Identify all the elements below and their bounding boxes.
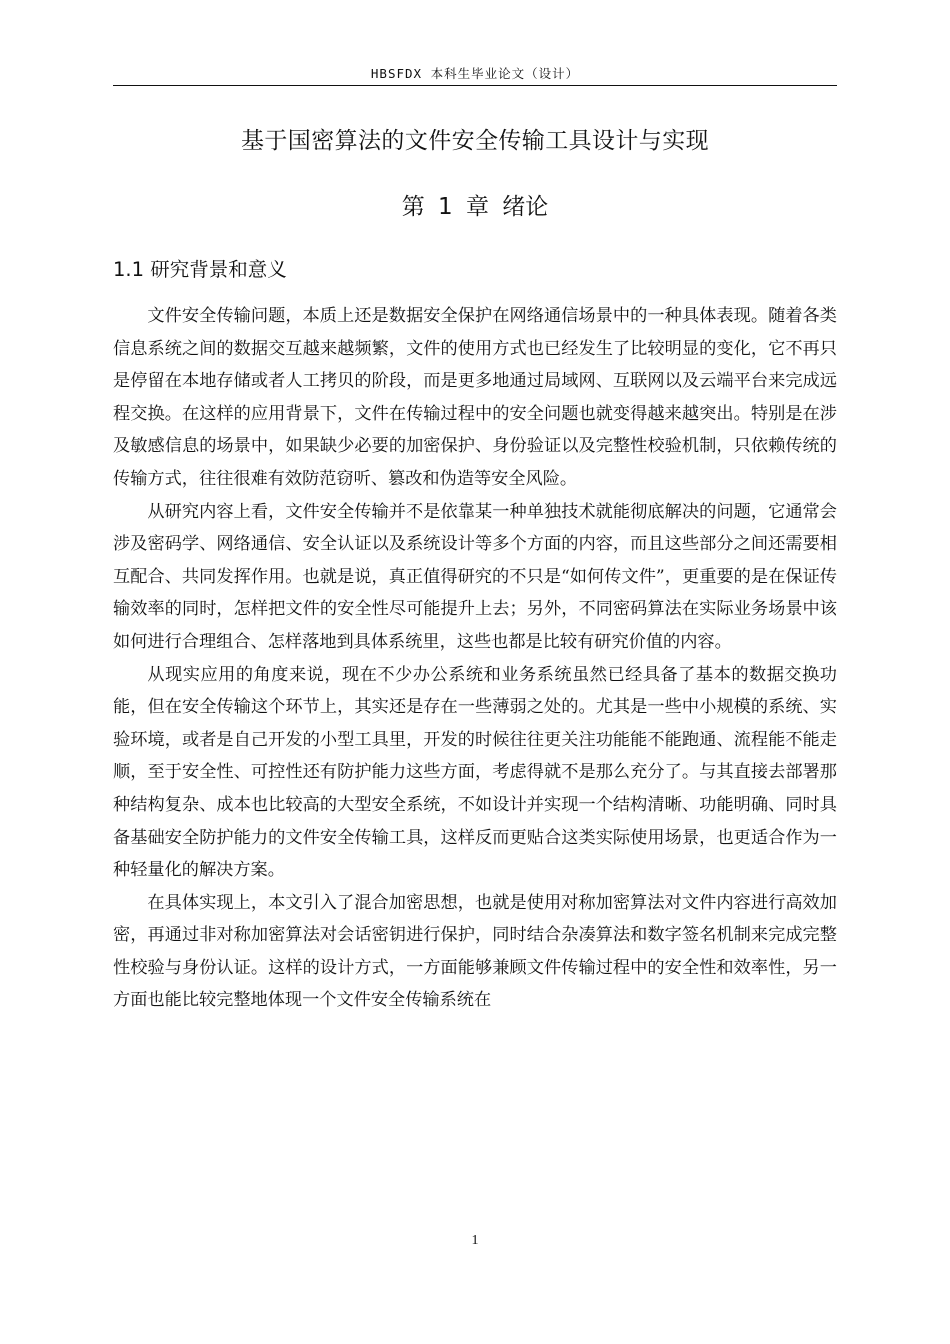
chapter-heading: 第 1 章 绪论 [401, 194, 549, 220]
page-number: 1 [471, 1233, 479, 1248]
thesis-title: 基于国密算法的文件安全传输工具设计与实现 [241, 128, 709, 154]
header-divider [113, 85, 837, 86]
paragraph-2: 从研究内容上看，文件安全传输并不是依靠某一种单独技术就能彻底解决的问题，它通常会涉及密码学、网络通信、安全认证以及系统设计等多个方面的内容，而且这些部分之间还需要相互配合、共同发挥作用。也就是说，真正值得研究的不只是“如何传文件”，更重要的是在保证传输效率的同时，怎样把文件的安全性尽可能提升上去；另外，不同密码算法在实际业务场景中该如何进行合理组合、怎样落地到具体系统里，这些也都是比较有研究价值的内容。 [113, 501, 837, 652]
running-header: HBSFDX 本科生毕业论文（设计） [370, 66, 580, 81]
paragraph-1: 文件安全传输问题，本质上还是数据安全保护在网络通信场景中的一种具体表现。随着各类信息系统之间的数据交互越来越频繁，文件的使用方式也已经发生了比较明显的变化，它不再只是停留在本地存储或者人工拷贝的阶段，而是更多地通过局域网、互联网以及云端平台来完成远程交换。在这样的应用背景下，文件在传输过程中的安全问题也就变得越来越突出。特别是在涉及敏感信息的场景中，如果缺少必要的加密保护、身份验证以及完整性校验机制，只依赖传统的传输方式，往往很难有效防范窃听、篡改和伪造等安全风险。 [113, 306, 837, 489]
paragraph-3: 从现实应用的角度来说，现在不少办公系统和业务系统虽然已经具备了基本的数据交换功能，但在安全传输这个环节上，其实还是存在一些薄弱之处的。尤其是一些中小规模的系统、实验环境，或者是自己开发的小型工具里，开发的时候往往更关注功能能不能跑通、流程能不能走顺，至于安全性、可控性还有防护能力这些方面，考虑得就不是那么充分了。与其直接去部署那种结构复杂、成本也比较高的大型安全系统，不如设计并实现一个结构清晰、功能明确、同时具备基础安全防护能力的文件安全传输工具，这样反而更贴合这类实际使用场景，也更适合作为一种轻量化的解决方案。 [113, 664, 837, 881]
paragraph-4: 在具体实现上，本文引入了混合加密思想，也就是使用对称加密算法对文件内容进行高效加密，再通过非对称加密算法对会话密钥进行保护，同时结合杂凑算法和数字签名机制来完成完整性校验与身份认证。这样的设计方式，一方面能够兼顾文件传输过程中的安全性和效率性，另一方面也能比较完整地体现一个文件安全传输系统在 [113, 892, 837, 1011]
section-heading: 1.1 研究背景和意义 [113, 258, 287, 281]
body-text [113, 300, 837, 1017]
